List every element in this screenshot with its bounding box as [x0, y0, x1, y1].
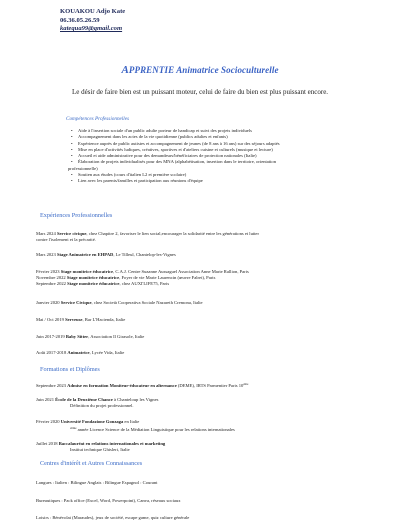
entry-desc: , Association Il Girasole, Italie [88, 334, 145, 339]
list-item: professionnelle) [68, 165, 98, 171]
list-item: • Lien avec les parents/familles et participation aux réunions d'équipe [68, 178, 368, 184]
entry-role: Animatrice [67, 350, 90, 355]
education-entry [36, 441, 376, 453]
entry-desc: à Chanteloup les Vignes [112, 397, 159, 402]
entry-role: Service Civique [60, 300, 92, 305]
skills-list [68, 128, 368, 185]
entry-date: Mars 2024 [36, 231, 57, 236]
entry-role: Baby Sitter [65, 334, 89, 339]
title-role: Animatrice Socioculturelle [176, 65, 279, 75]
title-cap: A [121, 64, 129, 76]
entry-date: Juin 2017-2019 [36, 334, 66, 339]
entry-desc: , C.A.J. Centre Suzanne Aussaguel Association Anne Marie Rallion, Paris [113, 269, 249, 274]
list-item: • Expérience auprès de public autistes et accompagnement de jeunes (de 8 ans à 16 ans) sur des séjours adaptés [68, 141, 368, 147]
interests-line: Langues : Italien : Bilingue Anglais : Bilingue Espagnol : Courant [36, 480, 158, 485]
entry-desc: , Foyer de vie Marie Laurencin (œuvre Falret), Paris [119, 275, 216, 281]
entry-desc: , Lycée Vida, Italie [89, 350, 125, 355]
entry-desc: , chez Chapitre 2, favoriser le lien social,encourager la solidarité entre les générations et lutter [86, 231, 259, 236]
entry-title: École de la Deuxième Chance [55, 397, 113, 402]
entry-title: Université Fondazione Gonzaga [60, 419, 124, 424]
contact-phone: 06.36.05.26.59 [60, 16, 100, 24]
entry-date: Février 2023 [36, 269, 61, 274]
education-entry [36, 381, 376, 389]
entry-role: Stage monitrice éducatrice [60, 269, 114, 274]
list-item: • Accompagnement dans les actes de la vie quotidienne (publics adultes et enfants) [68, 134, 368, 140]
entry-date: Novembre 2022 [36, 275, 67, 281]
entry-desc: , chez AUXI'LIFE75, Paris [119, 281, 170, 287]
experience-entry [36, 300, 376, 306]
list-item: • Aide à l'insertion sociale d'un public adulte porteur de handicap et suivi des projets individuels [68, 128, 368, 134]
entry-desc: , Le Tilleul, Chantelop-les-Vignes [113, 252, 176, 257]
list-item: • Mise en place d'activités ludiques, créatives, sportives et d'ateliers cuisine et culturels (musique et lecture) [68, 147, 368, 153]
entry-date: Mars 2023 [36, 252, 57, 257]
entry-role: Serveuse [65, 317, 83, 322]
entry-date: Août 2017-2018 [36, 350, 68, 355]
experience-heading: Expériences Professionnelles [40, 212, 113, 219]
experience-entry [36, 269, 376, 288]
entry-desc [36, 427, 235, 432]
entry-date: Mai / Oct 2019 [36, 317, 66, 322]
interests-line: Loisirs : Bénévolat (Maraudes), jeux de société, escape game, quiz culture générale [36, 515, 190, 520]
education-entry [36, 419, 376, 433]
experience-entry [36, 231, 376, 243]
entry-date: Juillet 2018 [36, 441, 59, 446]
entry-title: Admise en formation Moniteur-éducateur en alternance [67, 383, 177, 388]
education-heading: Formations et Diplômes [40, 366, 100, 373]
entry-desc-text: année Licence Science de la Médiation Linguistique pour les relations internationales [76, 427, 235, 433]
interests-line: Bureautiques : Pack office (Excel, Word, Powerpoint), Canva, réseaux sociaux [36, 498, 181, 503]
page-title [0, 64, 400, 76]
skills-heading: Compétences Professionnelles [66, 116, 130, 122]
experience-entry [36, 252, 376, 258]
interests-heading: Centres d'intérêt et Autres Connaissances [40, 460, 143, 467]
title-rest: PPRENTIE [128, 65, 177, 75]
entry-role: Stage Animatrice en EHPAD [56, 252, 114, 257]
entry-role: Stage monitrice éducatrice [67, 281, 120, 287]
entry-sup: 2ème [70, 426, 77, 431]
entry-title: Baccalauréat en relations internationales et marketing [58, 441, 166, 446]
motto: Le désir de faire bien est un puissant moteur, celui de faire du bien est plus puissant encore. [71, 88, 329, 96]
contact-email[interactable]: katequa99@gmail.com [60, 25, 123, 33]
entry-desc: , chez Società Cooperativa Sociale Nazareth Cremona, Italie [91, 300, 203, 305]
entry-date: Septembre 2022 [36, 281, 68, 287]
list-item: • Soutien aux études (cours d'italien L2 et première scolaire) [68, 172, 368, 178]
entry-date: Février 2020 [36, 419, 61, 424]
entry-desc: (DEME), IRTS Parmentier Paris 10 [176, 383, 244, 388]
contact-block [60, 8, 125, 34]
experience-entry [36, 334, 376, 340]
entry-desc: Définition du projet professionnel. [70, 403, 134, 409]
entry-date: Janvier 2020 [36, 300, 61, 305]
list-item: • Accueil et aide administrative pour des demandeurs/bénéficiaires de protection nationales (Italie) [68, 153, 368, 159]
entry-sup: ème [243, 382, 249, 386]
entry-desc: Institut technique Ghisleri, Italie [70, 447, 130, 453]
entry-date: Juin 2021 [36, 397, 56, 402]
entry-desc: , Bar L'Hacienda, Italie [82, 317, 126, 322]
entry-desc: contre l'isolement et la précarité. [36, 237, 96, 243]
contact-name: KOUAKOU Adjo Kate [60, 8, 126, 15]
entry-desc: en Italie [123, 419, 140, 424]
entry-role: Service civique [56, 231, 87, 236]
list-item: • Élaboration de projets individualisés pour des MNA (alphabétisation, insertion dans le territoire, orientation [68, 159, 368, 165]
entry-role: Stage monitrice éducatrice [66, 275, 120, 281]
experience-entry [36, 317, 376, 323]
experience-entry [36, 350, 376, 356]
entry-date: Septembre 2023 [36, 383, 68, 388]
education-entry [36, 397, 376, 409]
